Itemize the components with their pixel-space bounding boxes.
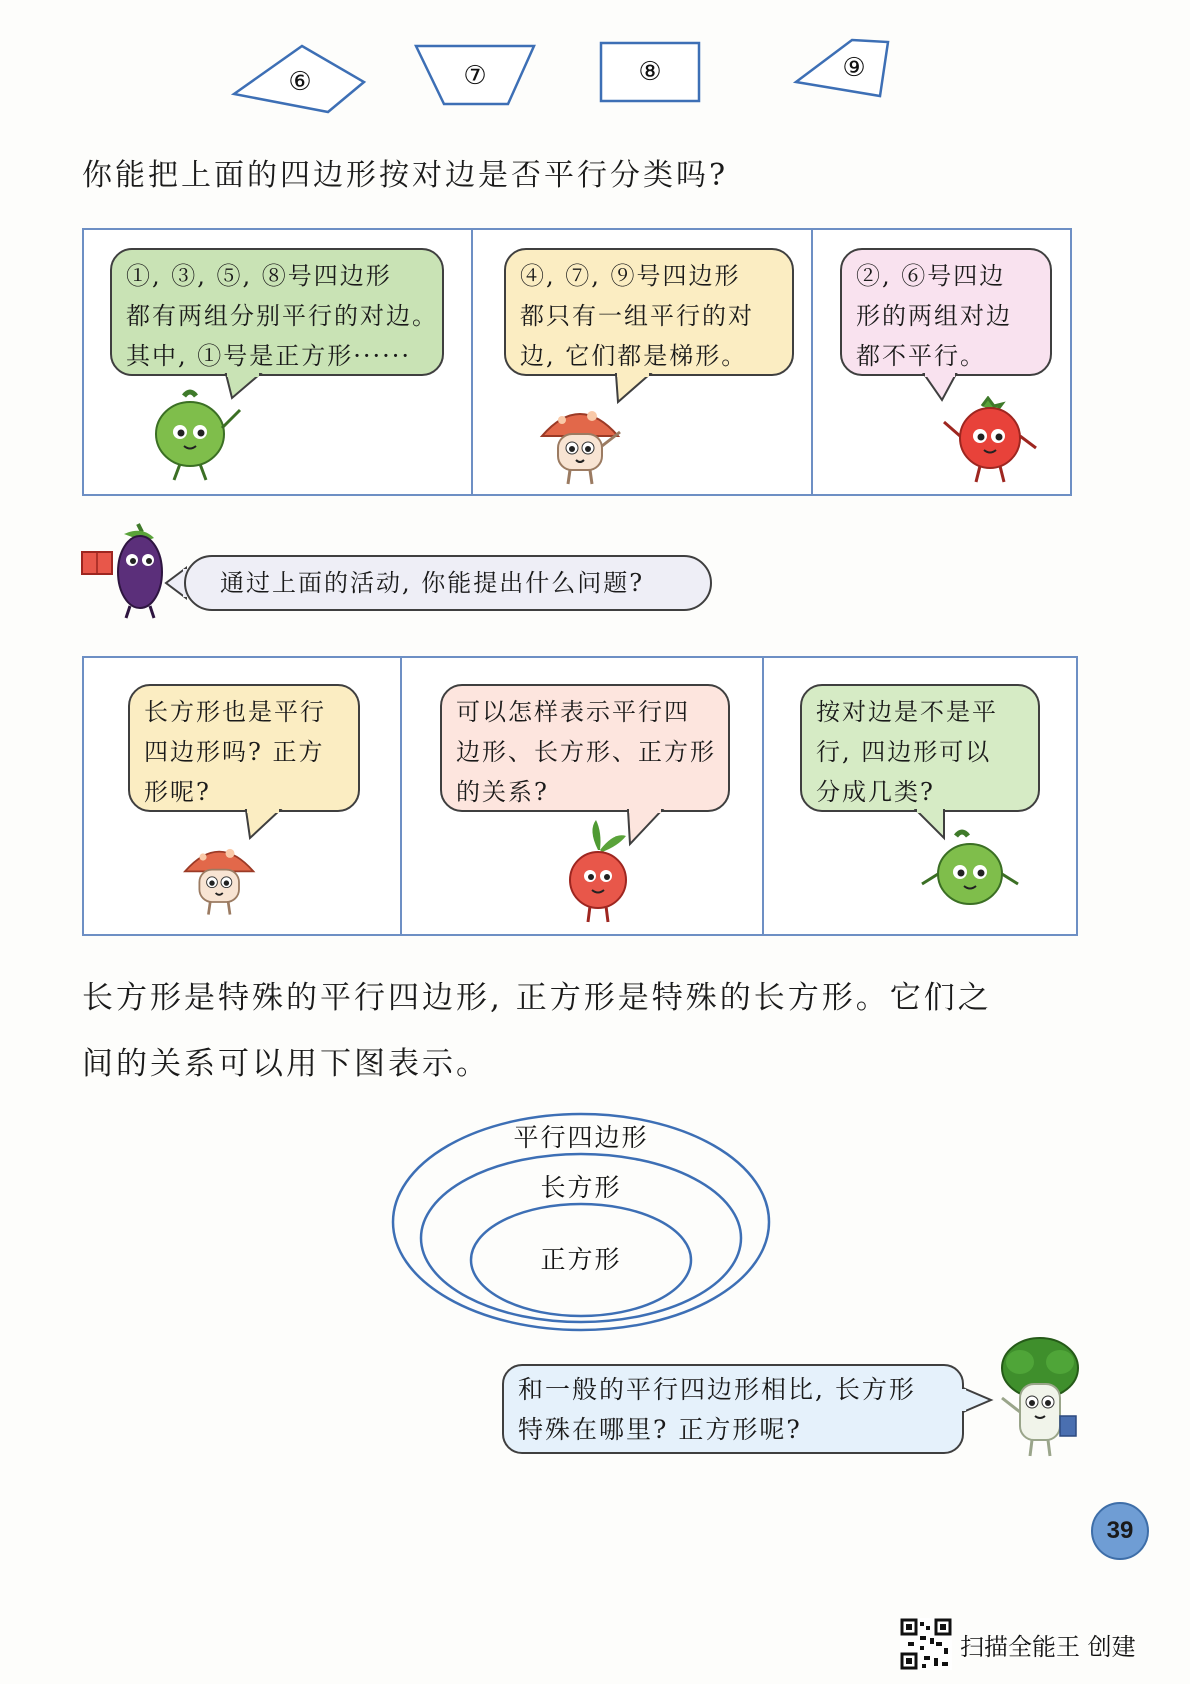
question-panels [82, 656, 1078, 936]
bubble-rectangle-question [128, 684, 360, 812]
bubble-parallelograms [110, 248, 444, 376]
shape-8-label: ⑧ [638, 57, 662, 87]
shape-9 [792, 36, 892, 102]
shape-8 [598, 40, 702, 104]
bubble-line: 形的两组对边 [856, 302, 1012, 330]
shape-7 [410, 40, 540, 110]
bubble-line: 其中, ①号是正方形······ [126, 342, 412, 370]
mushroom-icon [532, 394, 632, 486]
bubble-line: ②, ⑥号四边 [856, 262, 1006, 290]
bubble-classify-question [800, 684, 1040, 812]
classification-panels [82, 228, 1072, 496]
bubble-non-parallel [840, 248, 1052, 376]
bottom-bubble [502, 1364, 964, 1454]
bubble-line: 按对边是不是平 [816, 698, 998, 726]
bubble-line: 四边形吗? 正方 [144, 738, 325, 766]
bubble-line: 特殊在哪里? 正方形呢? [518, 1415, 802, 1444]
statement-line-1: 长方形是特殊的平行四边形, 正方形是特殊的长方形。它们之 [82, 980, 992, 1016]
scanner-watermark [900, 1618, 1136, 1670]
bok-choy-icon [990, 1332, 1090, 1462]
bubble-line: 边形、长方形、正方形 [456, 738, 716, 766]
shape-9-label: ⑨ [842, 53, 866, 83]
bubble-line: 都有两组分别平行的对边。 [126, 302, 438, 330]
bubble-line: 形呢? [144, 778, 211, 806]
bubble-relation-question [440, 684, 730, 812]
bubble-line: 都不平行。 [856, 342, 986, 370]
bubble-line: 和一般的平行四边形相比, 长方形 [518, 1375, 916, 1404]
page-number: 39 [1091, 1502, 1149, 1560]
statement-line-2: 间的关系可以用下图表示。 [82, 1046, 490, 1082]
venn-outer-label: 平行四边形 [513, 1123, 649, 1152]
shape-7-label: ⑦ [463, 61, 487, 91]
bubble-trapezoids [504, 248, 794, 376]
green-pepper-icon [916, 828, 1026, 924]
bubble-line: 长方形也是平行 [144, 698, 326, 726]
classification-question: 你能把上面的四边形按对边是否平行分类吗? [82, 158, 729, 193]
bubble-line: ④, ⑦, ⑨号四边形 [520, 262, 741, 290]
bubble-line: 分成几类? [816, 778, 935, 806]
scanner-watermark-text: 扫描全能王 创建 [960, 1632, 1136, 1661]
shape-6 [230, 38, 370, 118]
qr-code-icon [900, 1618, 952, 1670]
radish-icon [554, 818, 644, 928]
bubble-line: 边, 它们都是梯形。 [520, 342, 748, 370]
green-pepper-icon [144, 388, 254, 484]
venn-inner-label: 正方形 [540, 1245, 622, 1274]
venn-middle-label: 长方形 [540, 1173, 622, 1202]
bubble-line: ①, ③, ⑤, ⑧号四边形 [126, 262, 392, 290]
bubble-line: 可以怎样表示平行四 [456, 698, 690, 726]
venn-diagram [388, 1110, 778, 1336]
shape-6-label: ⑥ [288, 67, 312, 97]
bubble-line: 的关系? [456, 778, 549, 806]
mushroom-icon [176, 830, 266, 920]
bubble-line: 行, 四边形可以 [816, 738, 992, 766]
tomato-icon [936, 396, 1046, 486]
bubble-line: 都只有一组平行的对 [520, 302, 754, 330]
prompt-bubble: 通过上面的活动, 你能提出什么问题? [184, 555, 712, 611]
